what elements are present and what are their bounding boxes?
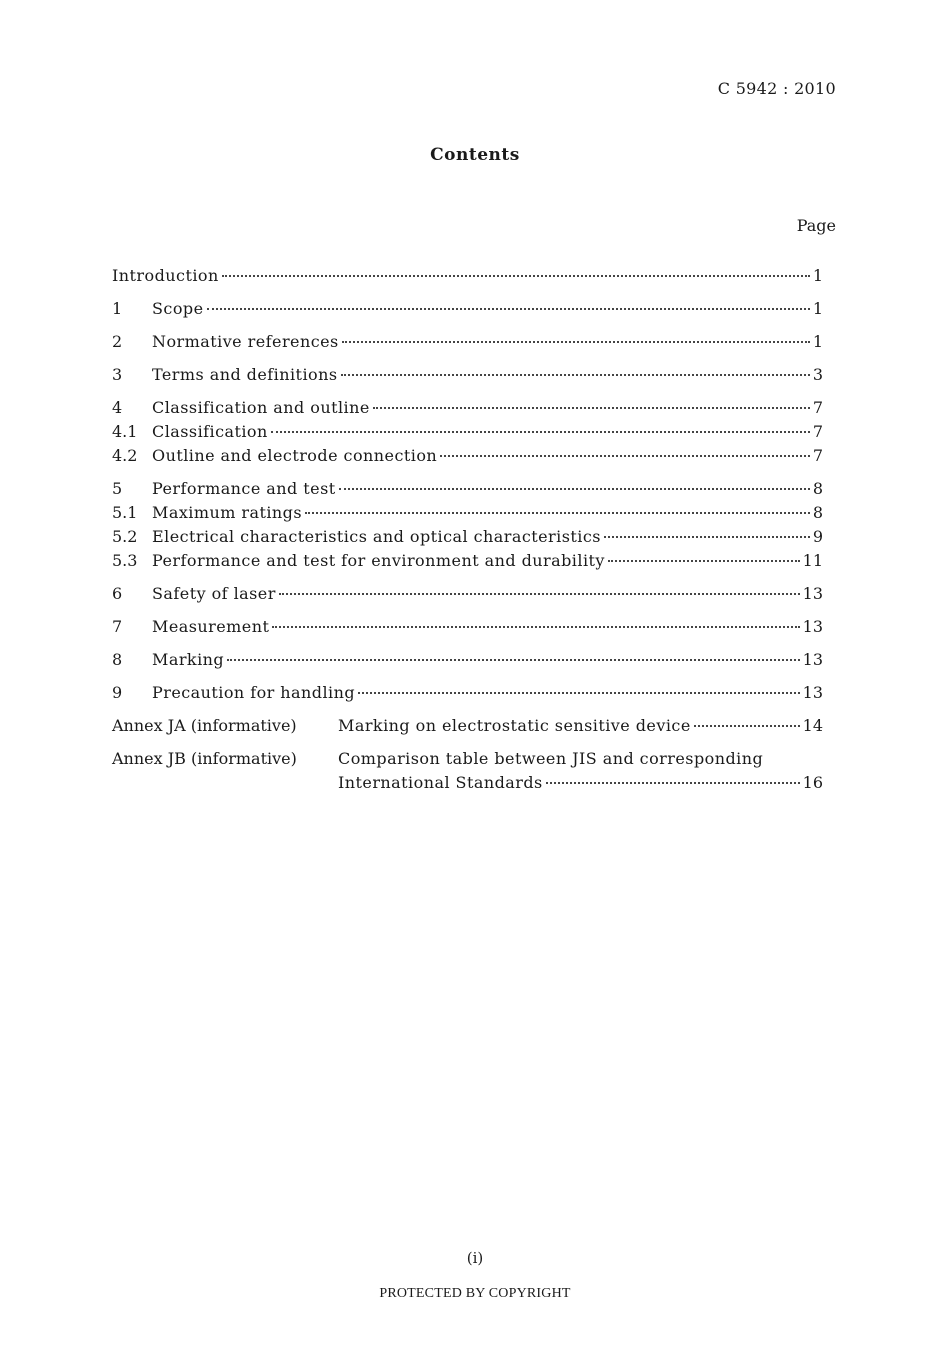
- toc-entry-classification-and-outline[interactable]: [112, 396, 823, 420]
- toc-entry-page: 1: [812, 266, 823, 285]
- toc-entry-outline-and-electrode-connection[interactable]: [112, 444, 823, 468]
- dot-leader: [305, 512, 810, 514]
- dot-leader: [608, 560, 800, 562]
- toc-entry-annex-jb[interactable]: [112, 747, 823, 771]
- dot-leader: [440, 455, 810, 457]
- toc-entry-number: 5.3: [112, 551, 138, 570]
- toc-entry-number: 5.2: [112, 527, 138, 546]
- dot-leader: [546, 782, 800, 784]
- toc-entry-page: 7: [812, 398, 823, 417]
- toc-entry-scope[interactable]: [112, 297, 823, 321]
- toc-entry-normative-references[interactable]: [112, 330, 823, 354]
- toc-entry-number: 4.1: [112, 422, 138, 441]
- toc-entry-title: Scope: [152, 299, 204, 318]
- toc-entry-performance-and-test[interactable]: [112, 477, 823, 501]
- dot-leader: [358, 692, 800, 694]
- toc-entry-number: 7: [112, 617, 123, 636]
- toc-entry-number: 2: [112, 332, 123, 351]
- toc-entry-page: 8: [812, 503, 823, 522]
- contents-title: Contents: [430, 145, 520, 165]
- toc-entry-number: 9: [112, 683, 123, 702]
- toc-entry-title: Terms and definitions: [152, 365, 338, 384]
- dot-leader: [279, 593, 800, 595]
- toc-entry-number: 4.2: [112, 446, 138, 465]
- toc-entry-number: 6: [112, 584, 123, 603]
- toc-entry-number: 5.1: [112, 503, 138, 522]
- toc-entry-page: 14: [802, 716, 823, 735]
- toc-entry-page: 1: [812, 299, 823, 318]
- toc-entry-page: 11: [802, 551, 823, 570]
- toc-entry-precaution-for-handling[interactable]: [112, 681, 823, 705]
- toc-entry-annex-ja[interactable]: [112, 714, 823, 738]
- toc-entry-page: 3: [812, 365, 823, 384]
- toc-entry-page: 8: [812, 479, 823, 498]
- toc-entry-classification[interactable]: [112, 420, 823, 444]
- table-of-contents: [112, 264, 823, 795]
- toc-entry-safety-of-laser[interactable]: [112, 582, 823, 606]
- copyright-notice: PROTECTED BY COPYRIGHT: [379, 1286, 571, 1301]
- toc-entry-page: 1: [812, 332, 823, 351]
- toc-entry-maximum-ratings[interactable]: [112, 501, 823, 525]
- toc-entry-title: Introduction: [112, 266, 219, 285]
- toc-entry-terms-and-definitions[interactable]: [112, 363, 823, 387]
- toc-entry-page: 13: [802, 584, 823, 603]
- toc-entry-title: Precaution for handling: [152, 683, 356, 702]
- dot-leader: [694, 725, 800, 727]
- toc-entry-number: 3: [112, 365, 123, 384]
- toc-entry-title: Outline and electrode connection: [152, 446, 438, 465]
- toc-entry-title: Marking: [152, 650, 225, 669]
- page-number: (i): [466, 1249, 484, 1267]
- dot-leader: [339, 488, 810, 490]
- toc-entry-title: Performance and test for environment and durability: [152, 551, 605, 570]
- toc-entry-title-continued: International Standards: [338, 773, 543, 792]
- toc-entry-number: 1: [112, 299, 123, 318]
- toc-entry-title: Performance and test: [152, 479, 336, 498]
- dot-leader: [222, 275, 810, 277]
- dot-leader: [342, 341, 810, 343]
- toc-entry-page: 13: [802, 683, 823, 702]
- toc-entry-title: Measurement: [152, 617, 270, 636]
- toc-entry-title: Maximum ratings: [152, 503, 303, 522]
- dot-leader: [341, 374, 810, 376]
- toc-entry-title: Classification and outline: [152, 398, 370, 417]
- toc-entry-electrical-and-optical-characteristics[interactable]: [112, 525, 823, 549]
- toc-entry-introduction[interactable]: [112, 264, 823, 288]
- toc-entry-performance-environment-durability[interactable]: [112, 549, 823, 573]
- toc-entry-title: Electrical characteristics and optical characteristics: [152, 527, 601, 546]
- toc-entry-title: Comparison table between JIS and corresponding: [338, 749, 764, 768]
- toc-entry-page: 13: [802, 650, 823, 669]
- dot-leader: [604, 536, 810, 538]
- toc-entry-page: 7: [812, 422, 823, 441]
- annex-label: Annex JA (informative): [112, 716, 297, 735]
- toc-entry-annex-jb-continued[interactable]: [112, 771, 823, 795]
- dot-leader: [373, 407, 810, 409]
- toc-entry-number: 5: [112, 479, 123, 498]
- toc-entry-page: 9: [812, 527, 823, 546]
- toc-entry-marking[interactable]: [112, 648, 823, 672]
- toc-entry-title: Classification: [152, 422, 268, 441]
- toc-entry-title: Marking on electrostatic sensitive device: [338, 716, 691, 735]
- toc-entry-title: Safety of laser: [152, 584, 276, 603]
- toc-entry-page: 7: [812, 446, 823, 465]
- dot-leader: [227, 659, 800, 661]
- dot-leader: [272, 626, 799, 628]
- toc-entry-page: 13: [802, 617, 823, 636]
- dot-leader: [271, 431, 810, 433]
- toc-entry-number: 4: [112, 398, 123, 417]
- toc-entry-measurement[interactable]: [112, 615, 823, 639]
- toc-entry-number: 8: [112, 650, 123, 669]
- toc-entry-title: Normative references: [152, 332, 339, 351]
- toc-entry-page: 16: [802, 773, 823, 792]
- standard-number: C 5942 : 2010: [717, 79, 836, 98]
- page-column-heading: Page: [796, 216, 836, 235]
- dot-leader: [207, 308, 810, 310]
- annex-label: Annex JB (informative): [112, 749, 297, 768]
